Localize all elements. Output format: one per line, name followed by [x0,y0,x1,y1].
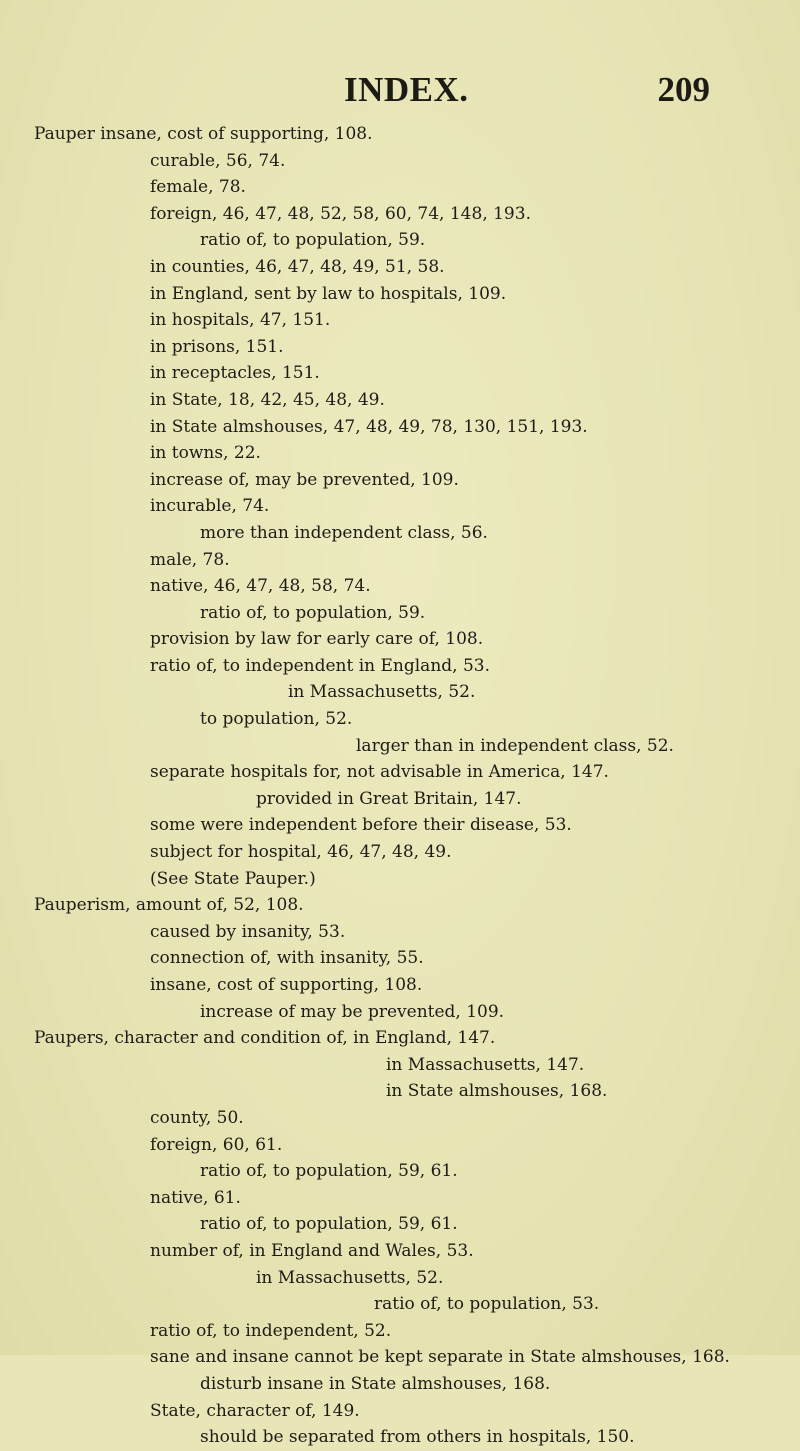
index-entries [0,121,800,1451]
index-entry: connection of, with insanity, 55. [150,948,424,969]
index-entry: disturb insane in State almshouses, 168. [200,1373,551,1394]
index-entry: in receptacles, 151. [150,363,320,384]
index-entry: ratio of, to population, 53. [374,1294,600,1315]
index-entry: in Massachusetts, 147. [386,1054,585,1075]
index-entry: in State almshouses, 47, 48, 49, 78, 130, 151, 193. [150,416,588,437]
index-entry: native, 61. [150,1187,241,1208]
index-entry: (See State Pauper.) [150,868,316,889]
index-entry: in Massachusetts, 52. [288,682,476,703]
index-entry: Pauperism, amount of, 52, 108. [34,895,304,916]
index-entry: in towns, 22. [150,443,261,464]
index-entry: curable, 56, 74. [150,150,286,171]
index-entry: more than independent class, 56. [200,522,488,543]
index-entry: incurable, 74. [150,496,270,517]
page-number: 209 [657,70,710,109]
index-entry: in Massachusetts, 52. [256,1267,444,1288]
index-entry: in England, sent by law to hospitals, 109. [150,283,507,304]
index-entry: county, 50. [150,1107,244,1128]
index-entry: State, character of, 149. [150,1400,360,1421]
index-entry: larger than in independent class, 52. [356,735,674,756]
index-entry: insane, cost of supporting, 108. [150,975,423,995]
index-entry: in counties, 46, 47, 48, 49, 51, 58. [150,256,445,277]
index-entry: in State, 18, 42, 45, 48, 49. [150,389,385,410]
index-entry: Paupers, character and condition of, in England, 147. [34,1028,496,1049]
index-entry: female, 78. [150,177,246,198]
index-entry: increase of may be prevented, 109. [200,1001,505,1022]
index-entry: provision by law for early care of, 108. [150,629,484,650]
index-entry: Pauper insane, cost of supporting, 108. [34,124,373,144]
index-entry: native, 46, 47, 48, 58, 74. [150,576,371,597]
index-entry: foreign, 46, 47, 48, 52, 58, 60, 74, 148, 193. [150,203,531,224]
page-header [0,70,800,110]
index-entry: ratio of, to population, 59. [200,230,426,251]
index-entry: sane and insane cannot be kept separate in State almshouses, 168. [150,1347,730,1368]
index-entry: in prisons, 151. [150,336,284,357]
index-entry: ratio of, to population, 59. [200,602,426,623]
index-entry: foreign, 60, 61. [150,1134,283,1155]
index-entry: male, 78. [150,549,230,570]
index-entry: number of, in England and Wales, 53. [150,1240,474,1261]
index-entry: some were independent before their disease, 53. [150,815,572,836]
index-entry: ratio of, to independent in England, 53. [150,655,490,676]
index-entry: ratio of, to population, 59, 61. [200,1214,458,1235]
page-title: INDEX. [344,70,469,109]
index-entry: separate hospitals for, not advisable in America, 147. [150,762,609,783]
index-entry: to population, 52. [200,709,353,730]
index-entry: should be separated from others in hospitals, 150. [200,1427,635,1448]
index-entry: increase of, may be prevented, 109. [150,469,459,490]
index-entry: in State almshouses, 168. [386,1081,608,1102]
index-entry: in hospitals, 47, 151. [150,310,331,331]
index-entry: subject for hospital, 46, 47, 48, 49. [150,842,452,863]
index-entry: provided in Great Britain, 147. [256,788,522,809]
index-entry: caused by insanity, 53. [150,921,346,942]
index-entry: ratio of, to population, 59, 61. [200,1161,458,1182]
index-entry: ratio of, to independent, 52. [150,1320,392,1341]
